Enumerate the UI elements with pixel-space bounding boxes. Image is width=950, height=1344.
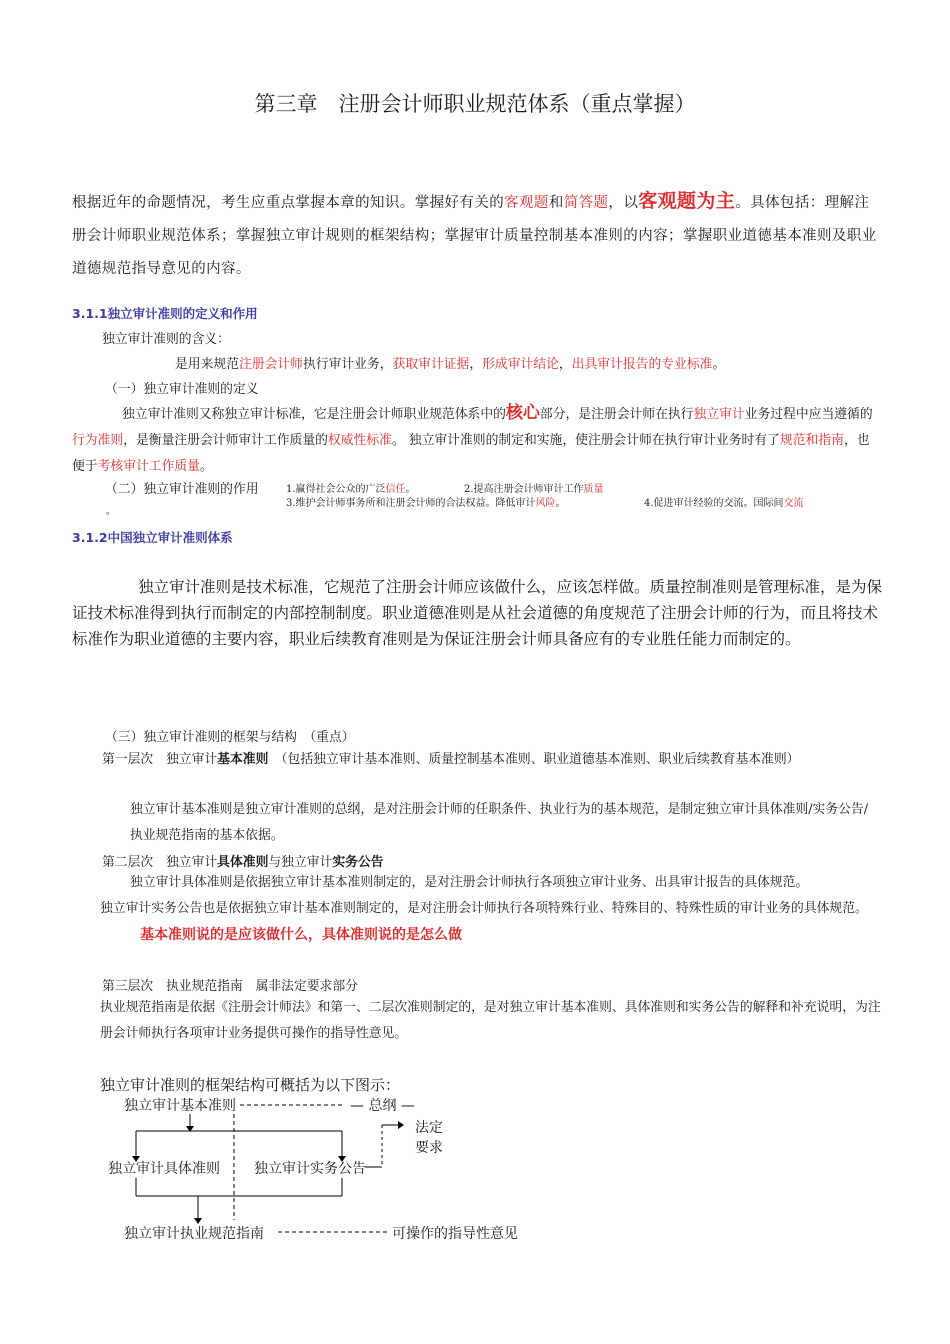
intro-paragraph: 根据近年的命题情况，考生应重点掌握本章的知识。掌握好有关的客观题和简答题，以客观题为主。具体包括：理解注册会计师职业规范体系；掌握独立审计规则的框架结构；掌握审计质量控制基本准则的内容；掌握职业道德基本准则及职业道德规范指导意见的内容。 bbox=[72, 190, 877, 277]
arrow-head-legal bbox=[398, 1121, 404, 1129]
node-legal-2: 要求 bbox=[415, 1140, 443, 1156]
definition-paragraph: 独立审计准则又称独立审计标准，它是注册会计师职业规范体系中的核心部分，是注册会计师在执行独立审计业务过程中应当遵循的行为准则，是衡量注册会计师审计工作质量的权威性标准。 独立审计准则的制定和实施，使注册会计师在执行审计业务时有了规范和指南，也便于考核审计工作质量。 bbox=[72, 403, 873, 474]
node-specific: 独立审计具体准则 bbox=[108, 1161, 220, 1177]
node-basic-note: — 总纲 — bbox=[350, 1098, 415, 1114]
framework-label: （三）独立审计准则的框架与结构 （重点） bbox=[105, 730, 355, 745]
node-practice: 独立审计实务公告 bbox=[254, 1161, 366, 1177]
meaning-label: 独立审计准则的含义： bbox=[102, 332, 230, 347]
role-item-4: 4.促进审计经验的交流。国际间交流 bbox=[644, 498, 804, 509]
system-paragraph: 独立审计准则是技术标准，它规范了注册会计师应该做什么，应该怎样做。质量控制准则是管理标准，是为保证技术标准得到执行而制定的内部控制制度。职业道德准则是从社会道德的角度规范了注册会计师的行为，而且将技术标准作为职业道德的主要内容，职业后续教育准则是为保证注册会计师具备应有的专业胜任能力而制定的。 bbox=[72, 578, 883, 648]
level-2-description-1: 独立审计具体准则是依据独立审计基本准则制定的，是对注册会计师执行各项独立审计业务、出具审计报告的具体规范。 bbox=[130, 875, 809, 890]
level-3-line: 第三层次 执业规范指南 属非法定要求部分 bbox=[102, 979, 358, 994]
definition-label: （一）独立审计准则的定义 bbox=[105, 382, 259, 397]
node-guide-note: 可操作的指导性意见 bbox=[392, 1226, 518, 1242]
role-item-1: 1.赢得社会公众的广泛信任。 bbox=[286, 484, 416, 495]
page-title: 第三章 注册会计师职业规范体系（重点掌握） bbox=[254, 92, 696, 116]
level-2-description-2: 独立审计实务公告也是依据独立审计基本准则制定的，是对注册会计师执行各项特殊行业、特殊目的、特殊性质的审计业务的具体规范。基本准则说的是应该做什么，具体准则说的是怎么做 bbox=[100, 901, 868, 943]
diagram-caption: 独立审计准则的框架结构可概括为以下图示： bbox=[100, 1076, 401, 1094]
meaning-text: 是用来规范注册会计师执行审计业务，获取审计证据，形成审计结论，出具审计报告的专业标准。 bbox=[175, 357, 726, 372]
level-3-description: 执业规范指南是依据《注册会计师法》和第一、二层次准则制定的，是对独立审计基本准则、具体准则和实务公告的解释和补充说明，为注册会计师执行各项审计业务提供可操作的指导性意见。 bbox=[100, 1000, 881, 1041]
level-1-line: 第一层次 独立审计基本准则 （包括独立审计基本准则、质量控制基本准则、职业道德基本准则、职业后续教育基本准则） bbox=[102, 752, 800, 767]
arrow-head-guide bbox=[194, 1218, 202, 1224]
node-guide: 独立审计执业规范指南 bbox=[124, 1226, 264, 1242]
role-label: （二）独立审计准则的作用 bbox=[105, 482, 259, 497]
section-heading-312: 3.1.2中国独立审计准则体系 bbox=[72, 530, 233, 545]
node-basic: 独立审计基本准则 bbox=[124, 1098, 236, 1114]
role-item-3: 3.维护会计师事务所和注册会计师的合法权益。降低审计风险。 bbox=[286, 498, 566, 509]
level-1-description: 独立审计基本准则是独立审计准则的总纲，是对注册会计师的任职条件、执业行为的基本规范，是制定独立审计具体准则/实务公告/执业规范指南的基本依据。 bbox=[130, 802, 869, 843]
node-legal-1: 法定 bbox=[415, 1120, 443, 1136]
section-heading-311: 3.1.1独立审计准则的定义和作用 bbox=[72, 306, 258, 321]
role-dot: 。 bbox=[106, 506, 116, 517]
role-item-2: 2.提高注册会计师审计工作质量 bbox=[464, 484, 604, 495]
level-2-line: 第二层次 独立审计具体准则与独立审计实务公告 bbox=[102, 855, 384, 870]
